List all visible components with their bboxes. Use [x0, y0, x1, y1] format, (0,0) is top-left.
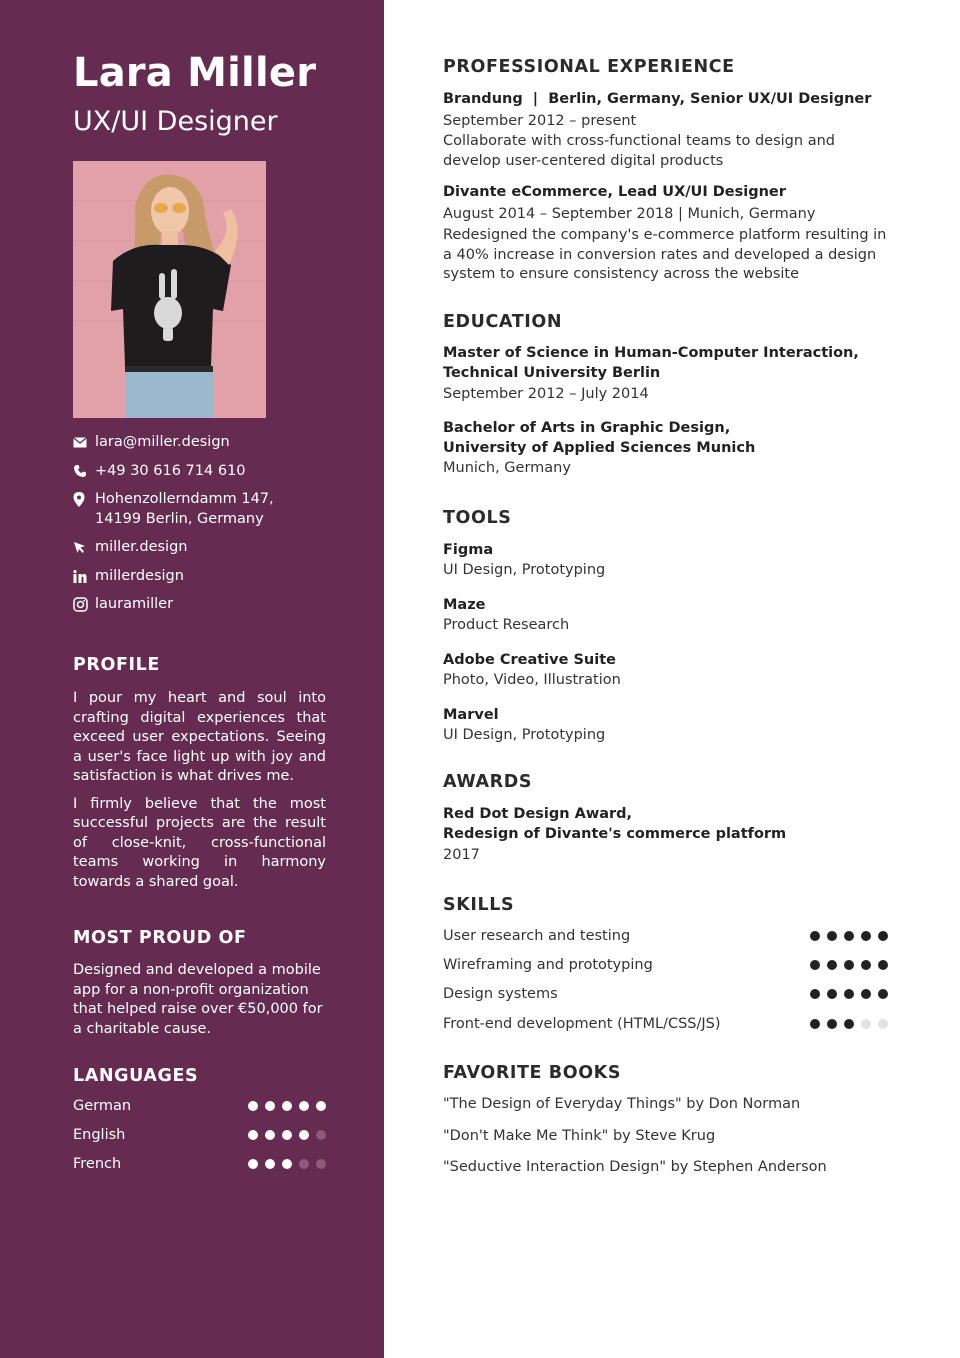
- level-dot-filled: [827, 960, 837, 970]
- proud-text: Designed and developed a mobile app for a non-profit organization that helped raise over €50,000 for a charitable cause.: [73, 962, 323, 1037]
- award-year: 2017: [443, 847, 480, 863]
- level-dot-filled: [861, 989, 871, 999]
- education-degree: Bachelor of Arts in Graphic Design,: [443, 420, 731, 436]
- education-meta: September 2012 – July 2014: [443, 386, 649, 402]
- experience-meta: August 2014 – September 2018 | Munich, Germany: [443, 205, 816, 222]
- tool-name: Maze: [443, 597, 486, 613]
- language-level-dots: [248, 1159, 326, 1169]
- tool-name: Adobe Creative Suite: [443, 652, 616, 668]
- skill-level-dots: [810, 960, 888, 970]
- level-dot-filled: [844, 960, 854, 970]
- book-item: "Seductive Interaction Design" by Stephen Anderson: [443, 1159, 827, 1175]
- tool-item: [443, 651, 893, 690]
- award-title: Red Dot Design Award,: [443, 806, 633, 822]
- language-level-dots: [248, 1130, 326, 1140]
- language-row: [73, 1098, 326, 1114]
- location-icon: [73, 490, 95, 509]
- skill-row: [443, 957, 888, 973]
- skill-level-dots: [810, 1019, 888, 1029]
- profile-heading: PROFILE: [73, 655, 160, 675]
- tool-item: [443, 706, 893, 745]
- education-heading: EDUCATION: [443, 312, 563, 332]
- level-dot-filled: [299, 1101, 309, 1111]
- tool-name: Figma: [443, 542, 494, 558]
- tool-desc: Photo, Video, Illustration: [443, 671, 621, 688]
- contact-linkedin[interactable]: [73, 567, 333, 587]
- language-level-dots: [248, 1101, 326, 1111]
- contact-linkedin-text: millerdesign: [95, 567, 184, 584]
- level-dot-filled: [248, 1130, 258, 1140]
- level-dot-filled: [827, 989, 837, 999]
- level-dot-filled: [282, 1130, 292, 1140]
- tool-name: Marvel: [443, 707, 499, 723]
- contact-phone-text: +49 30 616 714 610: [95, 462, 246, 479]
- tool-desc: UI Design, Prototyping: [443, 726, 606, 743]
- contact-instagram[interactable]: [73, 595, 333, 615]
- profile-text: [73, 689, 326, 892]
- contact-email-text: lara@miller.design: [95, 434, 230, 450]
- level-dot-filled: [810, 960, 820, 970]
- award-item: [443, 805, 893, 866]
- experience-item: [443, 90, 893, 171]
- sidebar: [0, 0, 384, 1358]
- level-dot-filled: [810, 989, 820, 999]
- education-item: [443, 344, 893, 405]
- book-item: "The Design of Everyday Things" by Don Norman: [443, 1096, 801, 1112]
- level-dot-filled: [265, 1159, 275, 1169]
- education-school: Technical University Berlin: [443, 364, 661, 381]
- level-dot-filled: [248, 1101, 258, 1111]
- experience-desc: Collaborate with cross-functional teams to design and develop user-centered digital products: [443, 133, 835, 169]
- skill-name: User research and testing: [443, 928, 631, 944]
- proud-heading: MOST PROUD OF: [73, 928, 247, 948]
- tools-heading: TOOLS: [443, 508, 512, 528]
- contact-phone[interactable]: [73, 462, 333, 482]
- books-heading: FAVORITE BOOKS: [443, 1063, 622, 1083]
- phone-icon: [73, 462, 95, 481]
- level-dot-filled: [282, 1159, 292, 1169]
- level-dot-filled: [810, 1019, 820, 1029]
- skill-row: [443, 928, 888, 944]
- level-dot-empty: [299, 1159, 309, 1169]
- level-dot-filled: [861, 931, 871, 941]
- education-degree: Master of Science in Human-Computer Interaction,: [443, 345, 859, 361]
- contact-instagram-text: lauramiller: [95, 596, 174, 612]
- experience-item: [443, 183, 893, 285]
- candidate-name: Lara Miller: [73, 50, 317, 96]
- experience-title: Divante eCommerce, Lead UX/UI Designer: [443, 184, 786, 200]
- level-dot-filled: [265, 1101, 275, 1111]
- skill-level-dots: [810, 931, 888, 941]
- contact-website-text: miller.design: [95, 539, 188, 555]
- experience-meta: September 2012 – present: [443, 112, 637, 129]
- contact-address-text: Hohenzollerndamm 147, 14199 Berlin, Germany: [95, 491, 274, 527]
- language-row: [73, 1127, 326, 1143]
- level-dot-filled: [878, 931, 888, 941]
- contact-website[interactable]: [73, 538, 333, 558]
- mail-icon: [73, 433, 95, 452]
- skills-heading: SKILLS: [443, 895, 515, 915]
- level-dot-filled: [265, 1130, 275, 1140]
- job-title: UX/UI Designer: [73, 106, 278, 137]
- profile-photo: [73, 161, 266, 418]
- level-dot-filled: [299, 1130, 309, 1140]
- level-dot-filled: [844, 931, 854, 941]
- linkedin-icon: [73, 567, 95, 586]
- award-subtitle: Redesign of Divante's commerce platform: [443, 825, 787, 842]
- level-dot-filled: [248, 1159, 258, 1169]
- level-dot-filled: [810, 931, 820, 941]
- skill-name: Design systems: [443, 986, 558, 1002]
- portrait-image: [73, 161, 266, 418]
- tool-item: [443, 541, 893, 580]
- level-dot-filled: [844, 989, 854, 999]
- level-dot-filled: [861, 960, 871, 970]
- level-dot-filled: [827, 1019, 837, 1029]
- level-dot-filled: [844, 1019, 854, 1029]
- profile-paragraph: I firmly believe that the most successful projects are the result of close-knit, cross-functional teams working in harmony towards a shared goal.: [73, 795, 326, 890]
- skill-name: Front-end development (HTML/CSS/JS): [443, 1016, 721, 1032]
- profile-paragraph: I pour my heart and soul into crafting digital experiences that exceed user expectations. Seeing a user's face light up with joy and satisfaction is what drives me.: [73, 690, 326, 784]
- language-name: English: [73, 1127, 126, 1143]
- instagram-icon: [73, 595, 95, 614]
- tool-desc: Product Research: [443, 616, 570, 633]
- level-dot-filled: [282, 1101, 292, 1111]
- language-name: German: [73, 1098, 132, 1114]
- level-dot-filled: [878, 989, 888, 999]
- skill-row: [443, 986, 888, 1002]
- skill-row: [443, 1016, 888, 1032]
- tool-desc: UI Design, Prototyping: [443, 561, 606, 578]
- experience-heading: PROFESSIONAL EXPERIENCE: [443, 57, 735, 77]
- book-item: "Don't Make Me Think" by Steve Krug: [443, 1128, 716, 1144]
- level-dot-filled: [878, 960, 888, 970]
- contact-address: [73, 490, 333, 529]
- contact-email[interactable]: [73, 433, 333, 453]
- level-dot-filled: [316, 1101, 326, 1111]
- level-dot-empty: [861, 1019, 871, 1029]
- language-row: [73, 1156, 326, 1172]
- cursor-icon: [73, 538, 95, 557]
- tool-item: [443, 596, 893, 635]
- level-dot-empty: [316, 1130, 326, 1140]
- skill-name: Wireframing and prototyping: [443, 957, 653, 973]
- education-item: [443, 419, 893, 479]
- languages-heading: LANGUAGES: [73, 1066, 199, 1086]
- contact-list: [73, 433, 333, 624]
- experience-desc: Redesigned the company's e-commerce platform resulting in a 40% increase in conversion rates and developed a design system to ensure consistency across the website: [443, 227, 887, 282]
- education-school: University of Applied Sciences Munich: [443, 439, 756, 456]
- awards-heading: AWARDS: [443, 772, 533, 792]
- level-dot-filled: [827, 931, 837, 941]
- skill-level-dots: [810, 989, 888, 999]
- experience-title: Brandung | Berlin, Germany, Senior UX/UI Designer: [443, 91, 872, 107]
- level-dot-empty: [878, 1019, 888, 1029]
- level-dot-empty: [316, 1159, 326, 1169]
- language-name: French: [73, 1156, 122, 1172]
- education-meta: Munich, Germany: [443, 460, 571, 476]
